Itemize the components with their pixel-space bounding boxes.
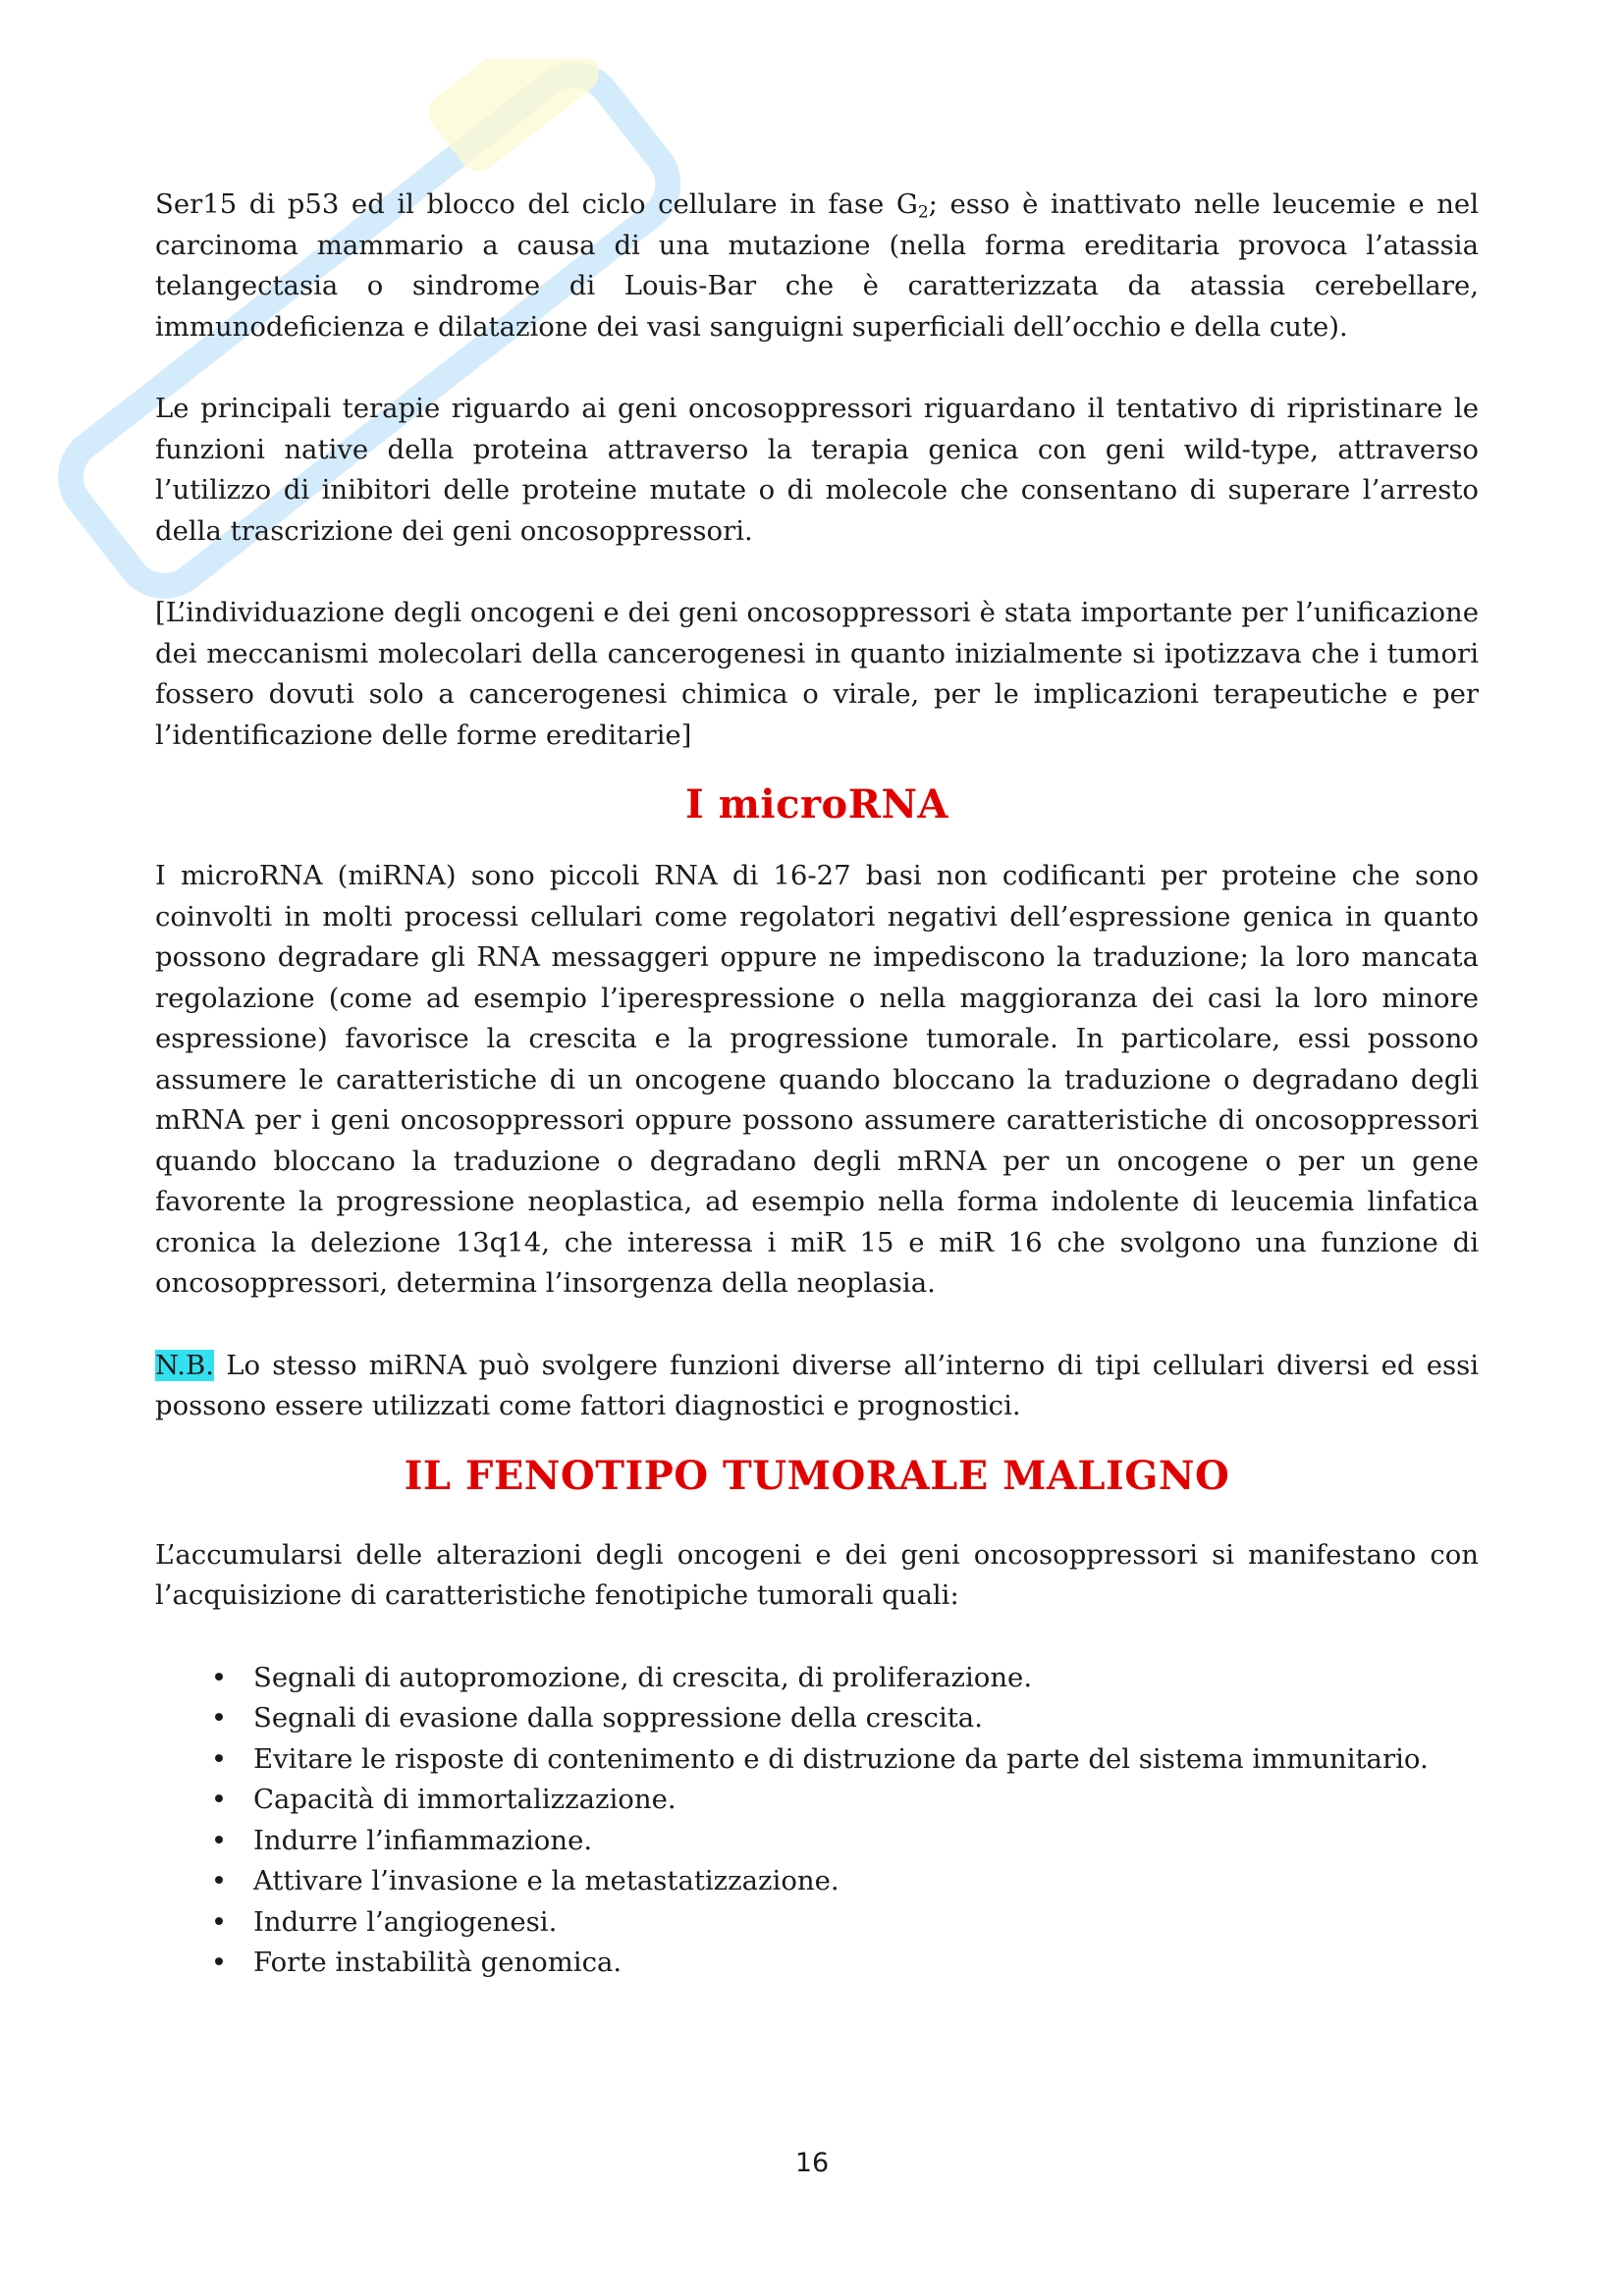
- list-item-text: Capacità di immortalizzazione.: [253, 1784, 677, 1815]
- list-item: [155, 1739, 1479, 1781]
- bullet-icon: •: [210, 1824, 228, 1856]
- phenotype-list: [155, 1658, 1479, 1984]
- paragraph-atm-text-b: ; esso è inattivato nelle leucemie e nel carcinoma mammario a causa di una mutazione (nella forma ereditaria provoca l’atassia telangectasia o sindrome di Louis-Bar che è caratterizzata da atassia cerebellare, immunodeficienza e dilatazione dei vasi sanguigni superficiali dell’occhio e della cute).: [155, 188, 1479, 343]
- list-item: [155, 1698, 1479, 1739]
- list-item: [155, 1861, 1479, 1902]
- bullet-icon: •: [210, 1784, 228, 1815]
- page-content: [155, 185, 1479, 1984]
- bullet-icon: •: [210, 1742, 228, 1775]
- paragraph-nb: [155, 1346, 1479, 1427]
- paragraph-microrna: I microRNA (miRNA) sono piccoli RNA di 16-27 basi non codificanti per proteine che sono coinvolti in molti processi cellulari come regolatori negativi dell’espressione genica in quanto possono degradare gli RNA messaggeri oppure ne impediscono la traduzione; la loro mancata regolazione (come ad esempio l’iperespressione o nella maggioranza dei casi la loro minore espressione) favorisce la crescita e la progressione tumorale. In particolare, essi possono assumere le caratteristiche di un oncogene quando bloccano la traduzione o degradano degli mRNA per i geni oncosoppressori oppure possono assumere caratteristiche di oncosoppressori quando bloccano la traduzione o degradano degli mRNA per un oncogene o per un gene favorente la progressione neoplastica, ad esempio nella forma indolente di leucemia linfatica cronica la delezione 13q14, che interessa i miR 15 e miR 16 che svolgono una funzione di oncosoppressori, determina l’insorgenza della neoplasia.: [155, 860, 1479, 1299]
- paragraph-atm: [155, 185, 1479, 347]
- subscript-2: 2: [917, 202, 929, 223]
- heading-microrna: I microRNA: [684, 781, 949, 828]
- list-item-text: Indurre l’infiammazione.: [253, 1824, 593, 1856]
- list-item: [155, 1902, 1479, 1944]
- nb-highlight-label: N.B.: [155, 1349, 214, 1381]
- list-item: [155, 1780, 1479, 1821]
- list-item-text: Attivare l’invasione e la metastatizzazione.: [253, 1865, 839, 1896]
- list-item: [155, 1821, 1479, 1862]
- list-item-text: Segnali di evasione dalla soppressione della crescita.: [253, 1702, 983, 1734]
- bullet-icon: •: [210, 1947, 228, 1978]
- page-number: 16: [794, 2148, 830, 2178]
- paragraph-individuazione: [L’individuazione degli oncogeni e dei geni oncosoppressori è stata importante per l’unificazione dei meccanismi molecolari della cancerogenesi in quanto inizialmente si ipotizzava che i tumori fossero dovuti solo a cancerogenesi chimica o virale, per le implicazioni terapeutiche e per l’identificazione delle forme ereditarie]: [155, 597, 1479, 751]
- list-item-text: Indurre l’angiogenesi.: [253, 1905, 558, 1938]
- list-item: [155, 1943, 1479, 1984]
- bullet-icon: •: [210, 1905, 228, 1938]
- bullet-icon: •: [210, 1661, 228, 1693]
- paragraph-terapie: Le principali terapie riguardo ai geni oncosoppressori riguardano il tentativo di ripristinare le funzioni native della proteina attraverso la terapia genica con geni wild-type, attraverso l’utilizzo di inibitori delle proteine mutate o di molecole che consentano di superare l’arresto della trascrizione dei geni oncosoppressori.: [155, 393, 1479, 547]
- heading-fenotipo: IL FENOTIPO TUMORALE MALIGNO: [404, 1452, 1230, 1499]
- paragraph-atm-text-a: Ser15 di p53 ed il blocco del ciclo cellulare in fase G: [155, 188, 918, 220]
- list-item-text: Segnali di autopromozione, di crescita, di proliferazione.: [253, 1661, 1033, 1693]
- bullet-icon: •: [210, 1865, 228, 1896]
- bullet-icon: •: [210, 1702, 228, 1734]
- list-item: [155, 1658, 1479, 1699]
- paragraph-accumulo: L’accumularsi delle alterazioni degli oncogeni e dei geni oncosoppressori si manifestano con l’acquisizione di caratteristiche fenotipiche tumorali quali:: [155, 1538, 1479, 1611]
- list-item-text: Evitare le risposte di contenimento e di distruzione da parte del sistema immunitario.: [253, 1742, 1429, 1775]
- paragraph-nb-text: Lo stesso miRNA può svolgere funzioni diverse all’interno di tipi cellulari diversi ed essi possono essere utilizzati come fattori diagnostici e prognostici.: [155, 1349, 1479, 1421]
- list-item-text: Forte instabilità genomica.: [253, 1947, 623, 1978]
